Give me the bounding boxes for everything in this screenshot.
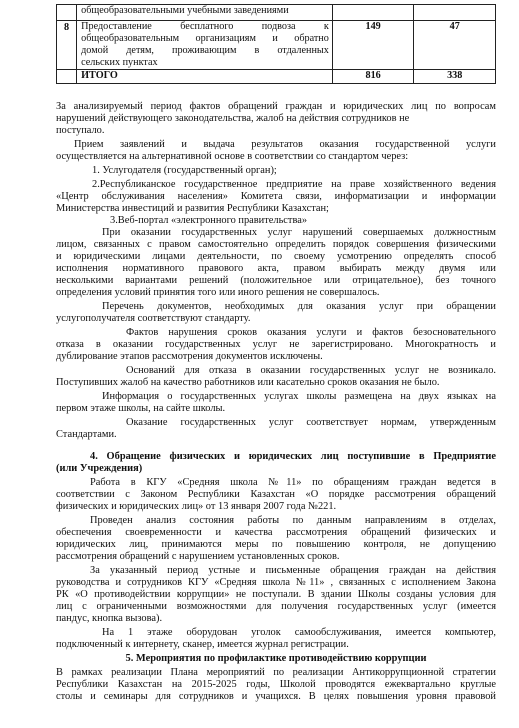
table-cell-name: общеобразовательными учебными заведениями <box>77 5 333 21</box>
text-line: отказа в оказании государственных услуг не зарегистрировано. Многократность и <box>56 339 496 350</box>
text-line: За указанный период устные и письменные обращения граждан на действия <box>90 565 496 576</box>
table-row <box>57 21 496 70</box>
text-line: Перечень документов, необходимых для оказания услуг при обращении <box>102 301 496 312</box>
text-line: юридических лиц, принимаются меры по повышению контроля, не допущению <box>56 539 496 550</box>
list-item: 1. Услугодателя (государственный орган); <box>92 165 277 176</box>
text-line: физических и юридических лиц» от 13 января 2007 года №221. <box>56 501 337 512</box>
text-line: Информация о государственных услугах школы размещена на двух языках на <box>102 391 496 402</box>
text-line: В рамках реализации Плана мероприятий по реализации Антикоррупционной стратегии <box>56 667 496 678</box>
text-line: Поступивших жалоб на качество работников или касательно сроков оказания не было. <box>56 377 440 388</box>
text-line: Прием заявлений и выдача результатов оказания государственной услуги <box>74 139 496 150</box>
text-line: услугополучателя соответствуют стандарту. <box>56 313 251 324</box>
text-line: определения условий принятия того или иного решения не совершалось. <box>56 287 380 298</box>
text-line: и юридическими лицами деятельности, по своему усмотрению определять способ <box>56 251 496 262</box>
table-total-row <box>57 70 496 84</box>
text-line: На 1 этаже оборудован уголок самообслуживания, имеется компьютер, <box>102 627 496 638</box>
text-line: лиц с ограниченными возможностями для получения государственных услуг (имеется <box>56 601 496 612</box>
total-value: 816 <box>332 70 414 84</box>
table-row <box>57 5 496 21</box>
total-label: ИТОГО <box>77 70 333 84</box>
text-line: лицом, связанных с правом самостоятельно определить порядок совершения физическими <box>56 239 496 250</box>
text-line: несколькими вариантами решений (положительное или отрицательное), без точного <box>56 275 496 286</box>
table-cell-number: 8 <box>57 21 77 70</box>
cell-line: Предоставление бесплатного подвоза к <box>81 21 329 32</box>
table-cell-value: 149 <box>332 21 414 70</box>
text-line: руководства и сотрудников КГУ «Средняя школа №11» , связанных с исполнением Закона <box>56 577 496 588</box>
list-item: 2.Республиканское государственное предприятие на праве хозяйственного ведения <box>92 179 496 190</box>
list-item: 3.Веб-портал «электронного правительства» <box>110 215 308 226</box>
text-line: РК «О противодействии коррупции» не поступали. В здании Школы созданы условия для <box>56 589 496 600</box>
table-cell-value: 47 <box>414 21 496 70</box>
text-line: нарушений действующего законодательства, жалоб на действия сотрудников не <box>56 113 410 124</box>
text-line: Стандартами. <box>56 429 117 440</box>
text-line: рассмотрения обращений с нарушением установленных сроков. <box>56 551 340 562</box>
text-line: Проведен анализ состояния работы по данным направлениям в отделах, <box>90 515 496 526</box>
text-line: обеспечения своевременности и качества рассмотрения обращений физических и <box>56 527 496 538</box>
list-item: «Центр обслуживания населения» Комитета связи, информатизации и информации <box>56 191 496 202</box>
text-line: За анализируемый период фактов обращений граждан и юридических лиц по вопросам <box>56 101 496 112</box>
table-cell-name <box>77 21 333 70</box>
text-line: При оказании государственных услуг нарушений совершаемых должностным <box>102 227 496 238</box>
section-heading: (или Учреждения) <box>56 463 143 474</box>
text-line: соответствии с Законом Республики Казахстан «О порядке рассмотрения обращений <box>56 489 496 500</box>
text-line: поступало. <box>56 125 105 136</box>
text-line: Республики Казахстан на 2015-2025 годы, Школой проводятся ежеквартально круглые <box>56 679 496 690</box>
text-line: столы и семинары для сотрудников и учащихся. В целях повышения уровня правовой <box>56 691 496 702</box>
text-line: Оснований для отказа в оказании государственных услуг не возникало. <box>126 365 496 376</box>
text-line: подключенный к интернету, сканер, имеется журнал регистрации. <box>56 639 349 650</box>
text-line: Фактов нарушения сроков оказания услуги и фактов безосновательного <box>126 327 496 338</box>
services-table <box>56 4 496 84</box>
total-value: 338 <box>414 70 496 84</box>
text-line: Работа в КГУ «Средняя школа №11» по обращениям граждан ведется в <box>90 477 496 488</box>
cell-line: сельских пунктах <box>81 57 158 68</box>
list-item: Министерства инвестиций и развития Республики Казахстан; <box>56 203 329 214</box>
text-line: Оказание государственных услуг соответствует нормам, утвержденным <box>126 417 496 428</box>
cell-line: общеобразовательным организациям и обратно <box>81 33 329 44</box>
text-line: первом этаже школы, на сайте школы. <box>56 403 226 414</box>
text-line: дублирование этапов рассмотрения документов исключены. <box>56 351 323 362</box>
text-line: пандус, кнопка вызова). <box>56 613 163 624</box>
cell-line: домой детям, проживающим в отдаленных <box>81 45 329 56</box>
section-heading: 5. Мероприятия по профилактике противодействию коррупции <box>125 653 427 664</box>
section-heading: 4. Обращение физических и юридических лиц поступившие в Предприятие <box>90 451 496 462</box>
text-line: исполнения нормативного правового акта, правом выбирать между двумя или <box>56 263 496 274</box>
text-line: осуществляется на альтернативной основе в соответствии со стандартом через: <box>56 151 409 162</box>
